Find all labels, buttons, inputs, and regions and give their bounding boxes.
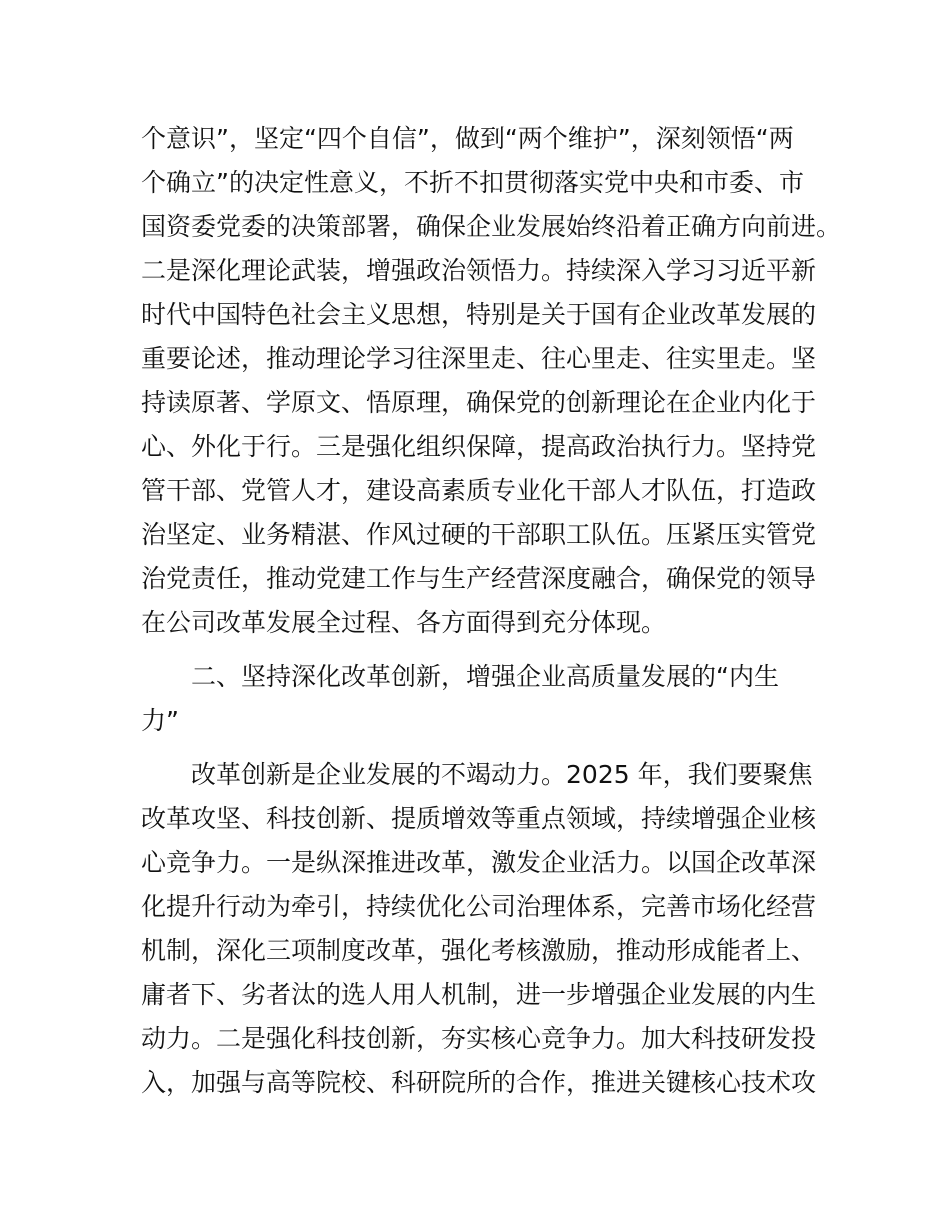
text-line: 改革创新是企业发展的不竭动力。2025 年，我们要聚焦 [191,760,813,789]
paragraph-2 [141,753,821,1105]
text-line: 管干部、党管人才，建设高素质专业化干部人才队伍，打造政 [141,476,817,505]
heading-line: 力” [141,706,179,735]
text-line: 庸者下、劣者汰的选人用人机制，进一步增强企业发展的内生 [141,980,817,1009]
text-line: 改革攻坚、科技创新、提质增效等重点领域，持续增强企业核 [141,804,817,833]
section-heading-2 [141,655,821,743]
text-line: 二是深化理论武装，增强政治领悟力。持续深入学习习近平新 [141,256,817,285]
text-line: 心、外化于行。三是强化组织保障，提高政治执行力。坚持党 [141,432,817,461]
paragraph-gap [141,743,821,753]
text-line: 治党责任，推动党建工作与生产经营深度融合，确保党的领导 [141,564,817,593]
text-line: 机制，深化三项制度改革，强化考核激励，推动形成能者上、 [141,936,817,965]
text-line: 在公司改革发展全过程、各方面得到充分体现。 [141,608,667,637]
paragraph-gap [141,645,821,655]
text-line: 国资委党委的决策部署，确保企业发展始终沿着正确方向前进。 [141,212,842,241]
heading-line: 二、坚持深化改革创新，增强企业高质量发展的“内生 [191,662,779,691]
text-line: 个意识”，坚定“四个自信”，做到“两个维护”，深刻领悟“两 [141,124,794,153]
text-line: 化提升行动为牵引，持续优化公司治理体系，完善市场化经营 [141,892,817,921]
text-line: 时代中国特色社会主义思想，特别是关于国有企业改革发展的 [141,300,817,329]
text-line: 入，加强与高等院校、科研院所的合作，推进关键核心技术攻 [141,1068,817,1097]
text-line: 治坚定、业务精湛、作风过硬的干部职工队伍。压紧压实管党 [141,520,817,549]
text-line: 持读原著、学原文、悟原理，确保党的创新理论在企业内化于 [141,388,817,417]
document-page [141,117,842,1105]
text-line: 心竞争力。一是纵深推进改革，激发企业活力。以国企改革深 [141,848,817,877]
text-line: 动力。二是强化科技创新，夯实核心竞争力。加大科技研发投 [141,1024,817,1053]
text-line: 重要论述，推动理论学习往深里走、往心里走、往实里走。坚 [141,344,817,373]
paragraph-1 [141,117,842,645]
text-line: 个确立”的决定性意义，不折不扣贯彻落实党中央和市委、市 [141,168,804,197]
